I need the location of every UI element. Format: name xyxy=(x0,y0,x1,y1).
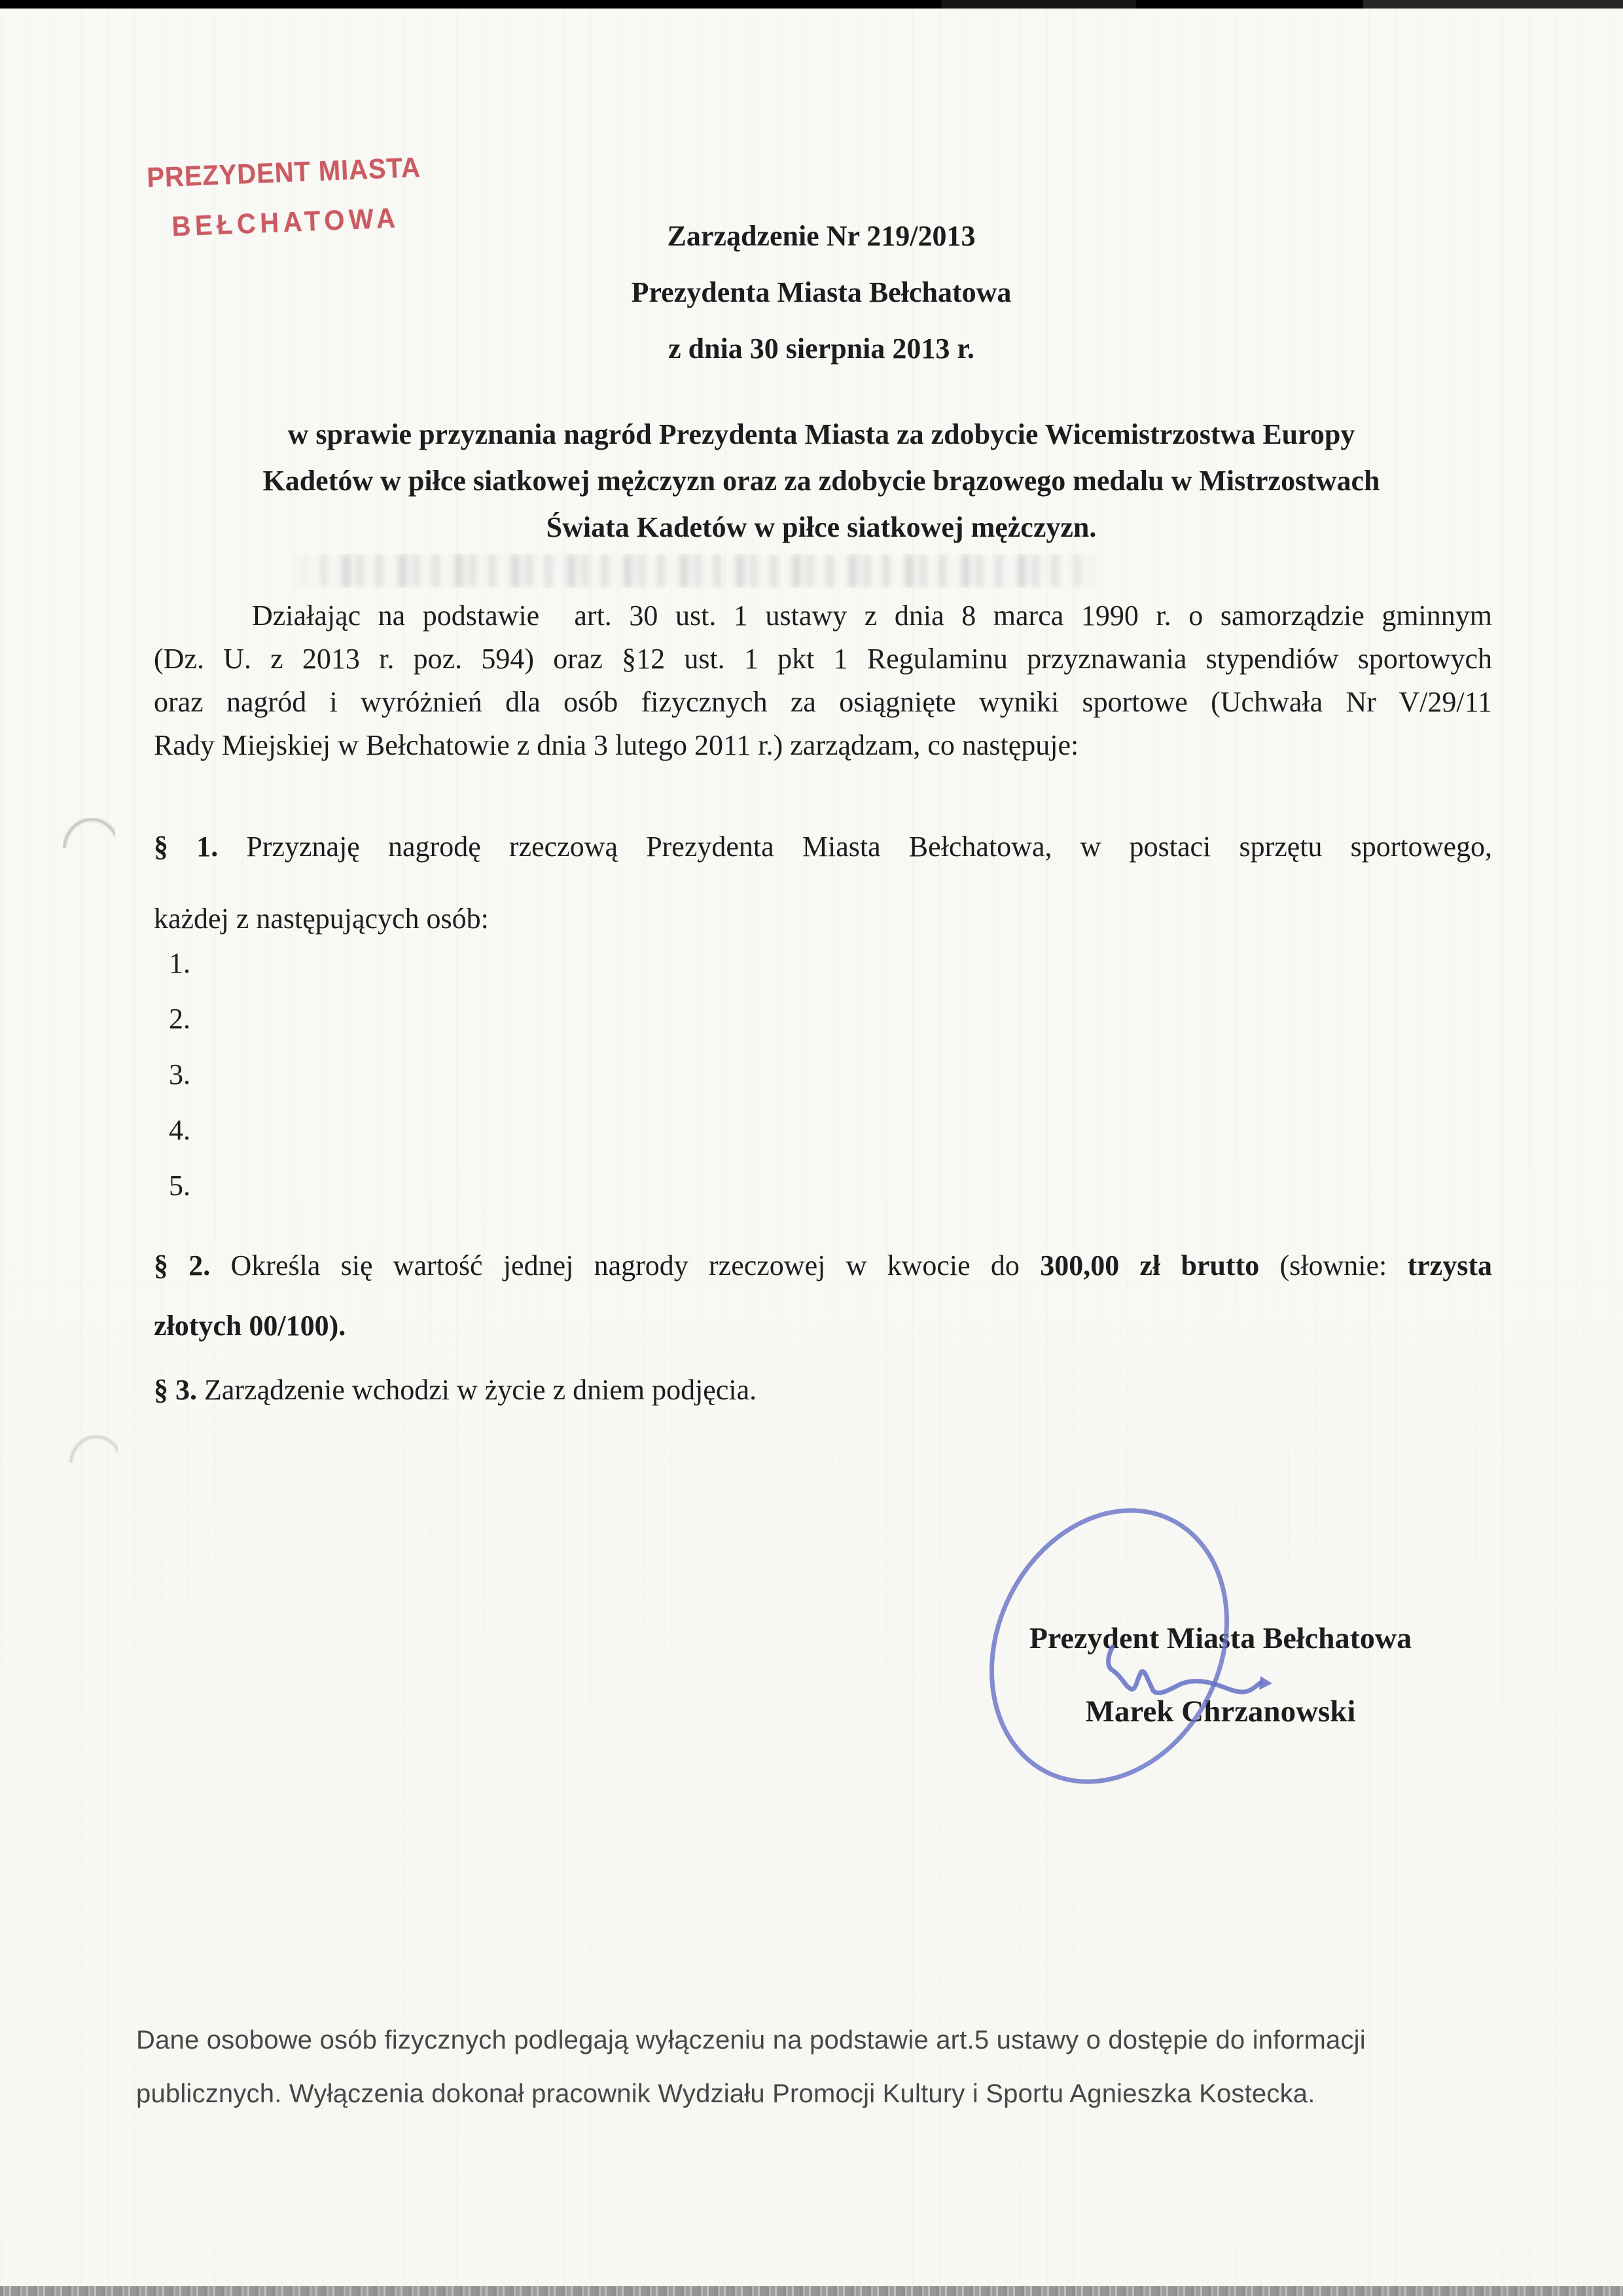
section-1-line-2: każdej z następujących osób: xyxy=(154,903,489,935)
signature-ink xyxy=(949,1492,1446,1846)
privacy-note-line-1: Dane osobowe osób fizycznych podlegają wyłączeniu na podstawie art.5 ustawy o dostępie do informacji xyxy=(136,2026,1366,2054)
date-line: z dnia 30 sierpnia 2013 r. xyxy=(668,332,974,365)
scan-artifact-top-bar xyxy=(0,0,1623,9)
hole-punch-arc-top xyxy=(63,818,115,848)
document-heading xyxy=(20,208,1623,377)
privacy-note xyxy=(136,2013,1510,2121)
legal-basis-paragraph xyxy=(154,594,1492,767)
list-item-3: 3. xyxy=(169,1058,190,1090)
section-2-text-a: Określa się wartość jednej nagrody rzeczowej w kwocie do xyxy=(210,1249,1041,1282)
recipient-list xyxy=(169,944,190,1223)
list-item-1: 1. xyxy=(169,947,190,979)
section-2-line-1 xyxy=(154,1249,1492,1282)
section-3-number: § 3. xyxy=(154,1374,197,1406)
list-item-4: 4. xyxy=(169,1114,190,1146)
signatory-title: Prezydent Miasta Bełchatowa xyxy=(1029,1621,1412,1655)
signature-squiggle-stroke xyxy=(1109,1647,1260,1693)
list-item-2: 2. xyxy=(169,1003,190,1035)
legal-basis-line-2: (Dz. U. z 2013 r. poz. 594) oraz §12 ust. 1 pkt 1 Regulaminu przyznawania stypendiów sportowych xyxy=(154,643,1492,675)
legal-basis-line-4: Rady Miejskiej w Bełchatowie z dnia 3 lutego 2011 r.) zarządzam, co następuje: xyxy=(154,729,1079,761)
list-item-5: 5. xyxy=(169,1170,190,1202)
scan-artifact-bottom-bar xyxy=(0,2286,1623,2296)
subject-line-2: Kadetów w piłce siatkowej mężczyzn oraz za zdobycie brązowego medalu w Mistrzostwach xyxy=(262,465,1380,497)
section-1-text: Przyznaję nagrodę rzeczową Prezydenta Miasta Bełchatowa, w postaci sprzętu sportowego, xyxy=(218,831,1492,863)
stamp-line-1: PREZYDENT MIASTA xyxy=(146,152,421,194)
section-2-amount-words-1: trzysta xyxy=(1407,1249,1492,1282)
smudge-artifact xyxy=(287,554,1108,588)
subject-paragraph xyxy=(164,411,1479,550)
signature-arrowhead xyxy=(1259,1676,1272,1690)
section-2-amount: 300,00 zł brutto xyxy=(1040,1249,1260,1282)
subject-line-1: w sprawie przyznania nagród Prezydenta Miasta za zdobycie Wicemistrzostwa Europy xyxy=(287,418,1355,450)
section-1-line-1 xyxy=(154,830,1492,863)
section-3 xyxy=(154,1373,1492,1407)
hole-punch-arc-bottom xyxy=(69,1435,118,1463)
issuer-line: Prezydenta Miasta Bełchatowa xyxy=(631,276,1012,308)
section-3-text: Zarządzenie wchodzi w życie z dniem podjęcia. xyxy=(197,1374,757,1406)
subject-line-3: Świata Kadetów w piłce siatkowej mężczyzn. xyxy=(546,511,1097,543)
signature-block xyxy=(949,1492,1446,1846)
signatory-name: Marek Chrzanowski xyxy=(1085,1695,1356,1729)
section-2-number: § 2. xyxy=(154,1249,211,1282)
privacy-note-line-2: publicznych. Wyłączenia dokonał pracownik Wydziału Promocji Kultury i Sportu Agnieszka Kostecka. xyxy=(136,2079,1315,2108)
legal-basis-line-3: oraz nagród i wyróżnień dla osób fizycznych za osiągnięte wyniki sportowe (Uchwała Nr V/29/11 xyxy=(154,686,1492,718)
section-1-number: § 1. xyxy=(154,831,219,863)
ordinance-number-title: Zarządzenie Nr 219/2013 xyxy=(667,220,976,252)
section-2-line-2: złotych 00/100). xyxy=(154,1310,346,1342)
legal-basis-line-1: Działając na podstawie art. 30 ust. 1 ustawy z dnia 8 marca 1990 r. o samorządzie gminnym xyxy=(252,600,1492,632)
stamp-line-2: BEŁCHATOWA xyxy=(171,202,401,243)
section-2-text-b: (słownie: xyxy=(1259,1249,1408,1282)
